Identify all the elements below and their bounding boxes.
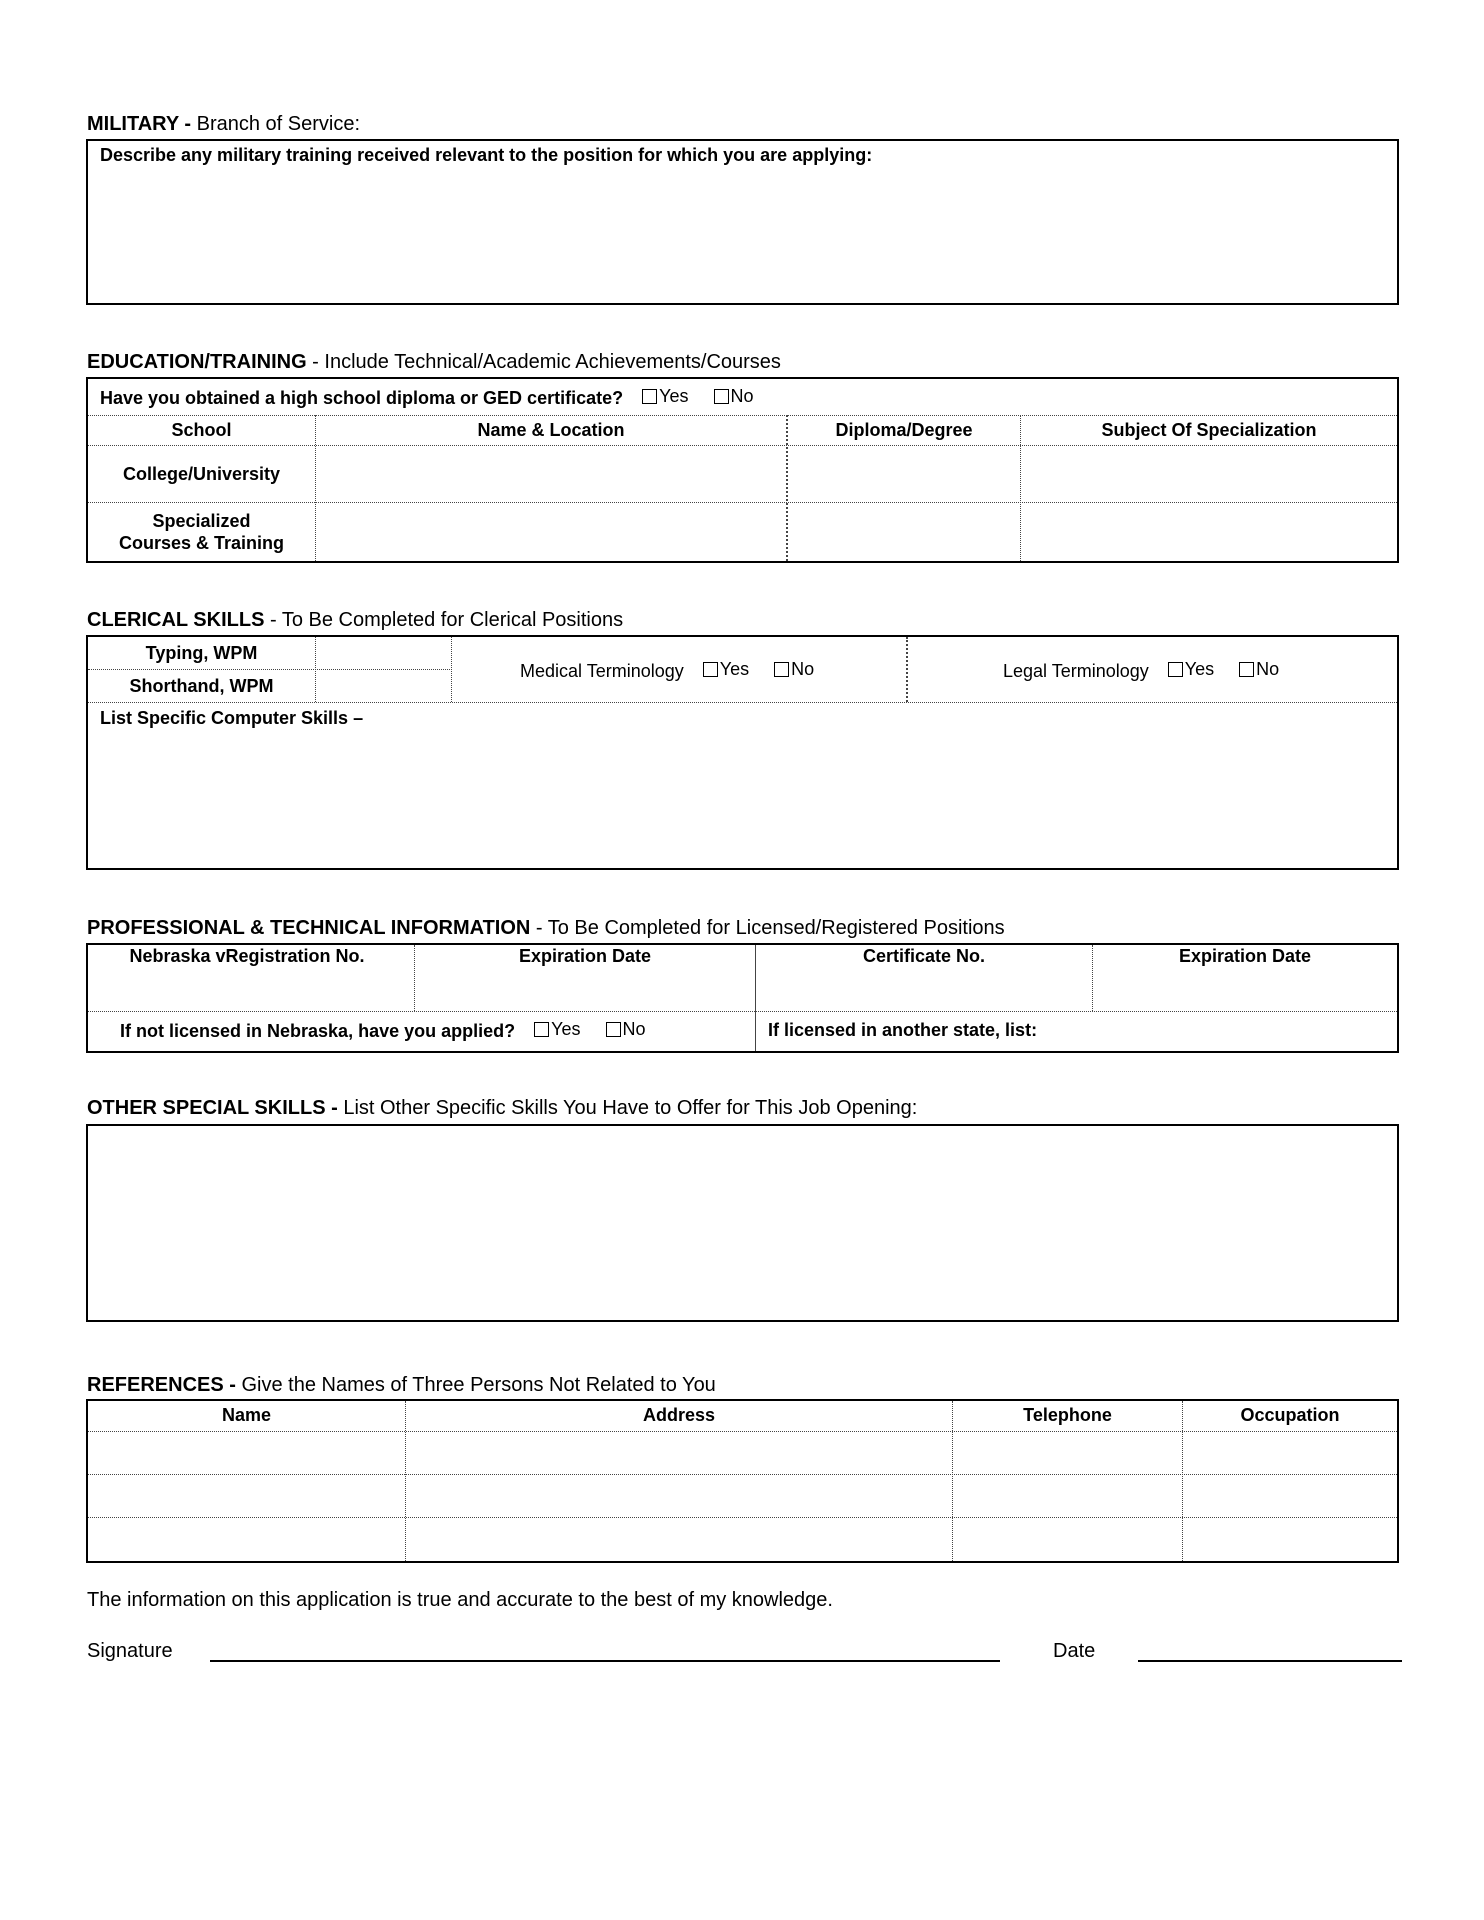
divider [88, 669, 452, 670]
divider [315, 637, 316, 702]
header-certificate-no: Certificate No. [862, 946, 986, 966]
signature-label: Signature [87, 1640, 173, 1662]
certification-statement: The information on this application is true and accurate to the best of my knowledge. [87, 1589, 833, 1611]
checkbox-icon[interactable] [534, 1022, 549, 1037]
header-subject-specialization: Subject Of Specialization [1101, 420, 1317, 440]
checkbox-icon[interactable] [774, 662, 789, 677]
medical-terminology: Medical Terminology Yes No [520, 659, 815, 681]
divider [906, 637, 908, 702]
header-reference-occupation: Occupation [1240, 1405, 1340, 1425]
header-name-location: Name & Location [477, 420, 625, 440]
divider [88, 502, 1397, 503]
divider [451, 637, 452, 702]
date-line[interactable] [1138, 1660, 1402, 1662]
other-state-label: If licensed in another state, list: [768, 1020, 1038, 1040]
checkbox-icon[interactable] [1168, 662, 1183, 677]
divider [88, 1517, 1397, 1518]
header-reference-telephone: Telephone [1023, 1405, 1112, 1425]
row-specialized: Specialized [152, 511, 251, 531]
applied-no-option[interactable]: No [606, 1019, 646, 1040]
divider [88, 415, 1397, 416]
medical-yes-option[interactable]: Yes [703, 659, 749, 680]
legal-yes-option[interactable]: Yes [1168, 659, 1214, 680]
signature-line[interactable] [210, 1660, 1000, 1662]
divider [88, 702, 1397, 703]
header-expiration-date-1: Expiration Date [518, 946, 652, 966]
checkbox-icon[interactable] [606, 1022, 621, 1037]
header-nebraska-registration: Nebraska vRegistration No. [129, 946, 365, 966]
legal-terminology: Legal Terminology Yes No [1003, 659, 1280, 681]
diploma-no-option[interactable]: No [714, 386, 754, 407]
diploma-yes-option[interactable]: Yes [642, 386, 688, 407]
legal-no-option[interactable]: No [1239, 659, 1279, 680]
applied-question: If not licensed in Nebraska, have you applied? Yes No [120, 1019, 646, 1041]
header-diploma-degree: Diploma/Degree [835, 420, 973, 440]
clerical-section-title: CLERICAL SKILLS - To Be Completed for Clerical Positions [87, 609, 624, 631]
shorthand-wpm-label: Shorthand, WPM [129, 676, 274, 696]
date-label: Date [1053, 1640, 1096, 1662]
military-section-title: MILITARY - Branch of Service: [87, 113, 361, 135]
education-section-title: EDUCATION/TRAINING - Include Technical/Academic Achievements/Courses [87, 351, 781, 373]
diploma-question: Have you obtained a high school diploma or GED certificate? Yes No [100, 386, 754, 408]
divider [88, 445, 1397, 446]
row-college-university: College/University [122, 464, 281, 484]
computer-skills-label: List Specific Computer Skills – [100, 708, 364, 728]
other-skills-box[interactable] [86, 1124, 1399, 1322]
typing-wpm-label: Typing, WPM [145, 643, 258, 663]
divider [88, 1011, 1397, 1012]
divider [88, 1474, 1397, 1475]
checkbox-icon[interactable] [642, 389, 657, 404]
checkbox-icon[interactable] [1239, 662, 1254, 677]
professional-section-title: PROFESSIONAL & TECHNICAL INFORMATION - To Be Completed for Licensed/Registered Positions [87, 917, 1005, 939]
other-skills-section-title: OTHER SPECIAL SKILLS - List Other Specific Skills You Have to Offer for This Job Opening: [87, 1097, 918, 1119]
header-school: School [171, 420, 232, 440]
medical-no-option[interactable]: No [774, 659, 814, 680]
row-courses-training: Courses & Training [118, 533, 285, 553]
header-reference-name: Name [221, 1405, 272, 1425]
applied-yes-option[interactable]: Yes [534, 1019, 580, 1040]
military-training-label: Describe any military training received relevant to the position for which you are applying: [100, 145, 873, 165]
checkbox-icon[interactable] [703, 662, 718, 677]
header-expiration-date-2: Expiration Date [1178, 946, 1312, 966]
checkbox-icon[interactable] [714, 389, 729, 404]
divider [88, 1431, 1397, 1432]
references-section-title: REFERENCES - Give the Names of Three Persons Not Related to You [87, 1374, 716, 1396]
header-reference-address: Address [642, 1405, 716, 1425]
